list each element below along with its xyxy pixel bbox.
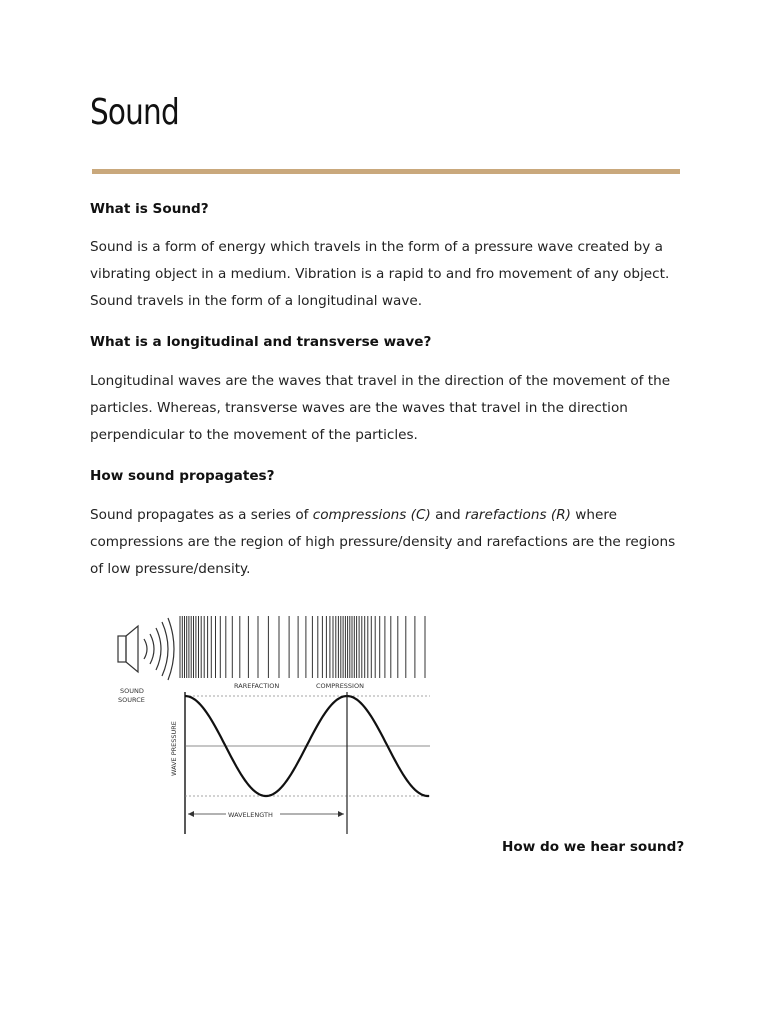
para-text-start: Sound propagates as a series of [90, 507, 313, 523]
heading-how-sound-propagates: How sound propagates? [90, 468, 275, 484]
paragraph-how-sound-propagates [90, 502, 690, 583]
paragraph-longitudinal-transverse: Longitudinal waves are the waves that travel in the direction of the movement of the particles. Whereas, transverse waves are the waves that travel in the direction perpendicular to the movement of the particles. [90, 373, 671, 443]
heading-how-do-we-hear-sound: How do we hear sound? [502, 839, 685, 855]
label-wavelength: WAVELENGTH [228, 811, 273, 819]
label-wave-pressure: WAVE PRESSURE [170, 721, 178, 776]
label-sound-source-2: SOURCE [118, 696, 145, 704]
para-text-end: where compressions are the region of high pressure/density and rarefactions are the regions of low pressure/density. [90, 507, 676, 577]
heading-longitudinal-transverse: What is a longitudinal and transverse wave? [90, 334, 432, 350]
paragraph-what-is-sound: Sound is a form of energy which travels in the form of a pressure wave created by a vibrating object in a medium. Vibration is a rapid to and fro movement of any object. Sound travels in the form of a longitudinal wave. [90, 239, 670, 309]
para-text-mid: and [430, 507, 465, 523]
pressure-lines [180, 616, 425, 678]
sound-wave-diagram [108, 606, 438, 842]
label-sound-source-1: SOUND [120, 687, 144, 695]
para-compressions: compressions (C) [312, 507, 431, 523]
label-rarefaction: RAREFACTION [234, 682, 280, 690]
label-compression: COMPRESSION [316, 682, 364, 690]
title-divider [92, 169, 680, 174]
para-rarefactions: rarefactions (R) [464, 507, 571, 523]
speaker-icon [118, 618, 174, 680]
heading-what-is-sound: What is Sound? [90, 201, 209, 217]
page-title: Sound [90, 92, 179, 133]
